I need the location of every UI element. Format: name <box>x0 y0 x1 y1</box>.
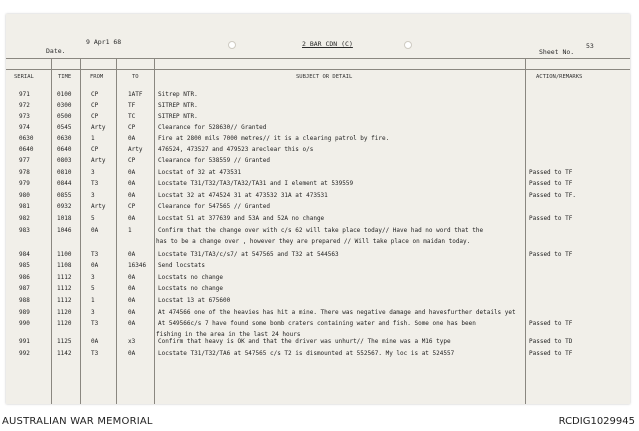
row-to: TC <box>128 113 136 120</box>
unit-title: 2 BAR CDN (C) <box>302 40 353 48</box>
row-detail: Send locstats <box>158 262 205 269</box>
row-time: 0932 <box>57 203 72 210</box>
row-detail: Clearance for 538559 // Granted <box>158 157 270 164</box>
row-time: 0844 <box>57 180 72 187</box>
column-header-time: TIME <box>58 74 72 80</box>
row-from: 1 <box>91 135 95 142</box>
row-to: 0A <box>128 192 136 199</box>
row-time: 0300 <box>57 102 72 109</box>
date-value: 9 Apr1 68 <box>86 38 122 46</box>
row-serial: 990 <box>19 320 30 327</box>
row-to: CP <box>128 124 136 131</box>
row-to: Arty <box>128 146 143 153</box>
row-time: 0630 <box>57 135 72 142</box>
row-serial: 0640 <box>19 146 34 153</box>
row-to: 0A <box>128 320 136 327</box>
column-header-to: TO <box>132 74 139 80</box>
row-from: Arty <box>91 203 106 210</box>
row-from: 5 <box>91 215 95 222</box>
row-detail: Locstate T31/T32/TA3/TA32/TA31 and I element at 539559 <box>158 180 354 187</box>
row-to: 0A <box>128 251 136 258</box>
row-to: CP <box>128 203 136 210</box>
row-serial: 0630 <box>19 135 34 142</box>
row-to: 0A <box>128 169 136 176</box>
archive-name: AUSTRALIAN WAR MEMORIAL <box>2 416 153 427</box>
row-from: CP <box>91 113 99 120</box>
row-to: 1ATF <box>128 91 143 98</box>
row-to: 0A <box>128 309 136 316</box>
row-from: 3 <box>91 192 95 199</box>
row-time: 0545 <box>57 124 72 131</box>
column-header-serial: SERIAL <box>14 74 34 80</box>
row-detail: 476524, 473527 and 479523 areclear this o/s <box>158 146 314 153</box>
row-remark: Passed to TF <box>529 320 573 327</box>
header-bottom-rule <box>6 69 630 70</box>
row-to: 0A <box>128 350 136 357</box>
row-from: T3 <box>91 350 99 357</box>
column-divider <box>51 58 52 404</box>
row-time: 1112 <box>57 297 72 304</box>
row-serial: 978 <box>19 169 30 176</box>
row-time: 0640 <box>57 146 72 153</box>
row-time: 1046 <box>57 227 72 234</box>
row-detail: SITREP NTR. <box>158 113 198 120</box>
row-from: T3 <box>91 180 99 187</box>
row-from: Arty <box>91 124 106 131</box>
row-time: 0803 <box>57 157 72 164</box>
row-to: 0A <box>128 285 136 292</box>
row-remark: Passed to TF <box>529 215 573 222</box>
row-detail: Confirm that the change over with c/s 62 will take place today// Have had no word that the <box>158 227 484 234</box>
row-serial: 992 <box>19 350 30 357</box>
row-from: CP <box>91 91 99 98</box>
row-remark: Passed to TF <box>529 251 573 258</box>
row-detail: Locstate T31/TA3/c/s7/ at 547565 and T32 at 544563 <box>158 251 339 258</box>
row-to: 1 <box>128 227 132 234</box>
sheet-value: 53 <box>586 42 594 50</box>
row-serial: 971 <box>19 91 30 98</box>
column-header-remarks: ACTION/REMARKS <box>536 74 583 80</box>
row-time: 0100 <box>57 91 72 98</box>
row-remark: Passed to TF <box>529 180 573 187</box>
column-header-from: FROM <box>90 74 104 80</box>
row-serial: 973 <box>19 113 30 120</box>
row-detail: Locstat of 32 at 473531 <box>158 169 242 176</box>
row-from: T3 <box>91 320 99 327</box>
row-serial: 983 <box>19 227 30 234</box>
row-from: Arty <box>91 157 106 164</box>
row-from: 0A <box>91 262 99 269</box>
row-from: 3 <box>91 309 95 316</box>
row-to: 0A <box>128 180 136 187</box>
row-time: 1112 <box>57 285 72 292</box>
row-serial: 979 <box>19 180 30 187</box>
archive-footer <box>0 412 639 431</box>
row-remark: Passed to TF. <box>529 192 576 199</box>
row-detail: Locstats no change <box>158 274 224 281</box>
row-time: 0855 <box>57 192 72 199</box>
row-detail: Clearance for 528630// Granted <box>158 124 267 131</box>
row-from: 0A <box>91 227 99 234</box>
row-serial: 977 <box>19 157 30 164</box>
row-to: TF <box>128 102 136 109</box>
row-detail-continued: fishing in the area in the last 24 hours <box>156 331 301 338</box>
column-divider <box>154 58 155 404</box>
row-serial: 988 <box>19 297 30 304</box>
row-remark: Passed to TF <box>529 169 573 176</box>
row-detail: At 549566c/s 7 have found some bomb craters containing water and fish. Some one has been <box>158 320 476 327</box>
row-remark: Passed to TD <box>529 338 573 345</box>
row-serial: 989 <box>19 309 30 316</box>
row-serial: 972 <box>19 102 30 109</box>
row-detail: Locstat 51 at 377639 and 53A and 52A no change <box>158 215 325 222</box>
row-from: CP <box>91 146 99 153</box>
row-from: T3 <box>91 251 99 258</box>
row-time: 1125 <box>57 338 72 345</box>
row-to: 0A <box>128 297 136 304</box>
row-time: 1018 <box>57 215 72 222</box>
row-serial: 984 <box>19 251 30 258</box>
column-divider <box>80 58 81 404</box>
row-detail: Locstat 13 at 675600 <box>158 297 231 304</box>
log-sheet <box>6 14 630 404</box>
row-time: 0500 <box>57 113 72 120</box>
column-divider <box>525 58 526 404</box>
header-top-rule <box>6 58 630 59</box>
row-serial: 980 <box>19 192 30 199</box>
row-time: 1108 <box>57 262 72 269</box>
date-label: Date. <box>46 47 66 55</box>
row-serial: 981 <box>19 203 30 210</box>
row-to: CP <box>128 157 136 164</box>
row-detail: Clearance for 547565 // Granted <box>158 203 270 210</box>
row-detail: At 474566 one of the heavies has hit a mine. There was negative damage and havesfurther details yet <box>158 309 516 316</box>
punch-hole <box>228 41 236 49</box>
column-header-detail: SUBJECT OR DETAIL <box>296 74 353 80</box>
row-detail: Confirm that heavy is OK and that the driver was unhurt// The mine was a M16 type <box>158 338 451 345</box>
row-detail: SITREP NTR. <box>158 102 198 109</box>
row-to: 16346 <box>128 262 147 269</box>
row-detail: Locstats no change <box>158 285 224 292</box>
punch-hole <box>404 41 412 49</box>
row-to: x3 <box>128 338 136 345</box>
row-time: 1120 <box>57 309 72 316</box>
row-detail: Sitrep NTR. <box>158 91 198 98</box>
row-remark: Passed to TF <box>529 350 573 357</box>
row-time: 1142 <box>57 350 72 357</box>
row-time: 0810 <box>57 169 72 176</box>
row-to: 0A <box>128 274 136 281</box>
row-serial: 985 <box>19 262 30 269</box>
row-from: CP <box>91 102 99 109</box>
row-detail: Fire at 2800 mils 7000 metres// it is a clearing patrol by fire. <box>158 135 390 142</box>
row-from: 1 <box>91 297 95 304</box>
column-divider <box>116 58 117 404</box>
row-serial: 986 <box>19 274 30 281</box>
row-detail: Locstate T31/T32/TA6 at 547565 c/s T2 is dismounted at 552567. My loc is at 524557 <box>158 350 455 357</box>
row-serial: 991 <box>19 338 30 345</box>
archive-reference: RCDIG1029945 <box>558 416 635 427</box>
row-serial: 974 <box>19 124 30 131</box>
row-from: 0A <box>91 338 99 345</box>
row-time: 1100 <box>57 251 72 258</box>
row-serial: 987 <box>19 285 30 292</box>
row-from: 5 <box>91 285 95 292</box>
row-detail: Locstat 32 at 474524 31 at 473532 31A at 473531 <box>158 192 328 199</box>
sheet-label: Sheet No. <box>539 48 575 56</box>
row-detail-continued: has to be a change over , however they are prepared // Will take place on maidan today. <box>156 238 471 245</box>
row-to: 0A <box>128 215 136 222</box>
row-serial: 982 <box>19 215 30 222</box>
row-to: 0A <box>128 135 136 142</box>
row-from: 3 <box>91 274 95 281</box>
row-from: 3 <box>91 169 95 176</box>
row-time: 1112 <box>57 274 72 281</box>
row-time: 1120 <box>57 320 72 327</box>
